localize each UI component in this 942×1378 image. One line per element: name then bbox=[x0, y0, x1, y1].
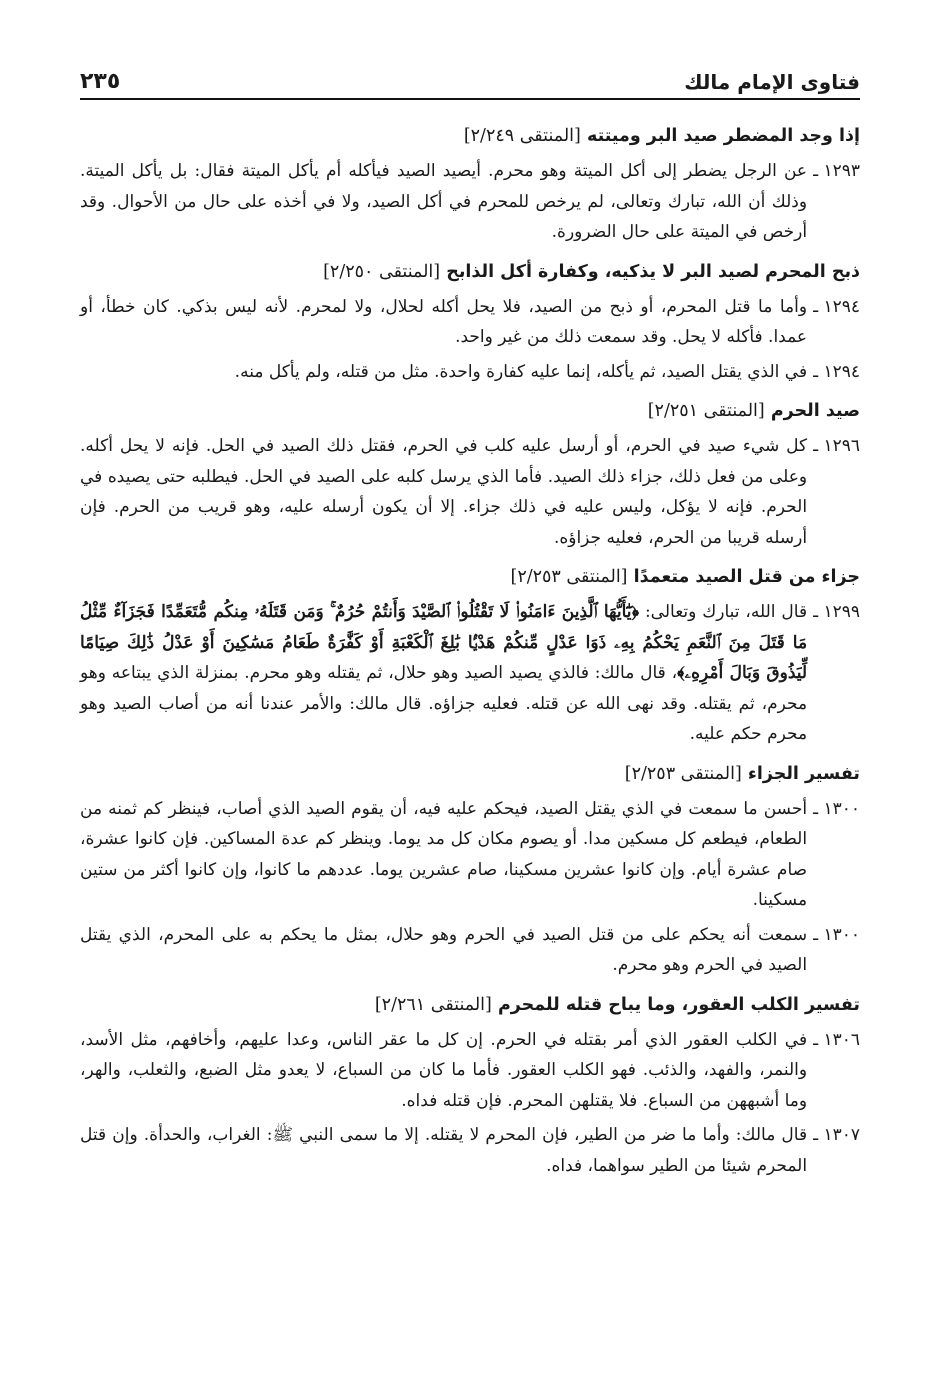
section-reference: [المنتقى ٢/٢٦١] bbox=[374, 994, 492, 1015]
entry-number: ١٢٩٤ ـ bbox=[813, 361, 860, 382]
entry-text: عن الرجل يضطر إلى أكل الميتة وهو محرم. أيصيد الصيد فيأكله أم يأكل الميتة فقال: بل يأكل الميتة. وذلك أن الله، تبارك وتعالى، لم يرخص للمحرم في أكل الصيد، ولا في أخذه على حال من الأحوال. وقد أرخص في الميتة على حال الضرورة. bbox=[80, 161, 808, 242]
fatwa-entry bbox=[80, 920, 860, 981]
section-title: تفسير الجزاء bbox=[747, 763, 860, 784]
entry-number: ١٢٩٤ ـ bbox=[813, 296, 860, 317]
fatwa-entry bbox=[80, 292, 860, 353]
section-title: جزاء من قتل الصيد متعمدًا bbox=[633, 567, 860, 587]
page-number: ٢٣٥ bbox=[80, 69, 121, 94]
section-4 bbox=[80, 561, 860, 750]
section-6 bbox=[80, 989, 860, 1182]
entry-number: ١٣٠٠ ـ bbox=[813, 798, 860, 819]
section-reference: [المنتقى ٢/٢٥٠] bbox=[323, 261, 441, 282]
entry-number: ١٢٩٣ ـ bbox=[813, 161, 860, 181]
section-reference: [المنتقى ٢/٢٥١] bbox=[647, 401, 765, 421]
section-5 bbox=[80, 758, 860, 981]
book-page bbox=[80, 50, 860, 1189]
entry-number: ١٣٠٠ ـ bbox=[813, 924, 860, 945]
section-reference: [المنتقى ٢/٢٥٣] bbox=[510, 567, 628, 587]
section-2 bbox=[80, 256, 860, 388]
fatwa-entry bbox=[80, 1120, 860, 1181]
section-title: تفسير الكلب العقور، وما يباح قتله للمحرم bbox=[497, 994, 860, 1015]
section-1 bbox=[80, 120, 860, 248]
quran-verse: ﴿يَٰٓأَيُّهَا ٱلَّذِينَ ءَامَنُوا۟ لَا تَقْتُلُوا۟ ٱلصَّيْدَ وَأَنتُمْ حُرُمٌ ۚ وَمَن قَتَلَهُۥ مِنكُم مُّتَعَمِّدًا فَجَزَآءٌ مِّثْلُ مَا قَتَلَ مِنَ ٱلنَّعَمِ يَحْكُمُ بِهِۦ ذَوَا عَدْلٍ مِّنكُمْ هَدْيًۢا بَٰلِغَ ٱلْكَعْبَةِ أَوْ كَفَّٰرَةٌ طَعَامُ مَسَٰكِينَ أَوْ عَدْلُ ذَٰلِكَ صِيَامًا لِّيَذُوقَ وَبَالَ أَمْرِهِۦ﴾ bbox=[80, 602, 808, 683]
entry-number: ١٢٩٦ ـ bbox=[813, 436, 860, 456]
section-reference: [المنتقى ٢/٢٤٩] bbox=[463, 126, 581, 146]
page-content bbox=[80, 120, 860, 1181]
fatwa-entry bbox=[80, 597, 860, 750]
fatwa-entry bbox=[80, 1025, 860, 1117]
entry-text-with-verse bbox=[80, 597, 807, 750]
section-heading bbox=[80, 989, 860, 1021]
entry-text: سمعت أنه يحكم على من قتل الصيد في الحرم وهو حلال، بمثل ما يحكم به على المحرم، الذي يقتل الصيد في الحرم وهو محرم. bbox=[80, 924, 808, 975]
fatwa-entry bbox=[80, 794, 860, 916]
entry-number: ١٢٩٩ ـ bbox=[813, 602, 860, 622]
section-3 bbox=[80, 395, 860, 553]
section-heading bbox=[80, 395, 860, 427]
section-reference: [المنتقى ٢/٢٥٣] bbox=[624, 763, 742, 784]
entry-number: ١٣٠٦ ـ bbox=[813, 1029, 860, 1050]
entry-text: أحسن ما سمعت في الذي يقتل الصيد، فيحكم عليه فيه، أن يقوم الصيد الذي أصاب، فينظر كم ثمنه من الطعام، فيطعم كل مسكين مدا. أو يصوم مكان كل مد يوما. وينظر كم عدة المساكين. فإن كانوا عشرة، صام عشرة أيام. وإن كانوا عشرين مسكينا، صام عشرين يوما. عددهم ما كانوا، وإن كانوا أكثر من ستين مسكينا. bbox=[80, 798, 808, 910]
entry-number: ١٣٠٧ ـ bbox=[813, 1125, 860, 1145]
fatwa-entry bbox=[80, 156, 860, 248]
section-title: إذا وجد المضطر صيد البر وميتته bbox=[586, 126, 860, 146]
section-heading bbox=[80, 758, 860, 790]
fatwa-entry bbox=[80, 431, 860, 553]
entry-lead-text: قال الله، تبارك وتعالى: bbox=[639, 602, 808, 622]
entry-text: في الكلب العقور الذي أمر بقتله في الحرم. إن كل ما عقر الناس، وعدا عليهم، وأخافهم، مثل الأسد، والنمر، والفهد، والذئب. فهو الكلب العقور. فأما ما كان من السباع، لا يعدو مثل الضبع، والثعلب، والهر، وما أشبههن من السباع. فلا يقتلهن المحرم. فإن قتله فداه. bbox=[80, 1029, 808, 1111]
section-heading bbox=[80, 561, 860, 593]
section-title: صيد الحرم bbox=[770, 401, 860, 421]
page-header bbox=[80, 50, 860, 100]
entry-text: كل شيء صيد في الحرم، أو أرسل عليه كلب في الحرم، فقتل ذلك الصيد في الحل. فإنه لا يحل أكله. وعلى من فعل ذلك، جزاء ذلك الصيد. فأما الذي يرسل كلبه على الصيد في الحل. فيطلبه حتى يصيده في الحرم. فإنه لا يؤكل، وليس عليه في ذلك جزاء. إلا أن يكون أرسله عليه، وهو قريب من الحرم. فإن أرسله قريبا من الحرم، فعليه جزاؤه. bbox=[80, 436, 808, 548]
entry-text: في الذي يقتل الصيد، ثم يأكله، إنما عليه كفارة واحدة. مثل من قتله، ولم يأكل منه. bbox=[234, 361, 808, 382]
section-heading bbox=[80, 256, 860, 288]
entry-text: وأما ما قتل المحرم، أو ذبح من الصيد، فلا يحل أكله لحلال، ولا لمحرم. لأنه ليس بذكي. كان خطأ، أو عمدا. فأكله لا يحل. وقد سمعت ذلك من غير واحد. bbox=[80, 296, 808, 347]
entry-text: ، قال مالك: فالذي يصيد الصيد وهو حلال، ثم يقتله وهو محرم. بمنزلة الذي يبتاعه وهو محرم، ثم يقتله. وقد نهى الله عن قتله. فعليه جزاؤه. قال مالك: والأمر عندنا أنه من أصاب الصيد وهو محرم حكم عليه. bbox=[80, 663, 808, 744]
fatwa-entry bbox=[80, 357, 860, 388]
book-title: فتاوى الإمام مالك bbox=[684, 70, 860, 94]
section-heading bbox=[80, 120, 860, 152]
entry-text: قال مالك: وأما ما ضر من الطير، فإن المحرم لا يقتله. إلا ما سمى النبي ﷺ: الغراب، والحدأة. وإن قتل المحرم شيئا من الطير سواهما، فداه. bbox=[80, 1125, 808, 1176]
section-title: ذبح المحرم لصيد البر لا يذكيه، وكفارة أكل الذابح bbox=[446, 261, 860, 282]
